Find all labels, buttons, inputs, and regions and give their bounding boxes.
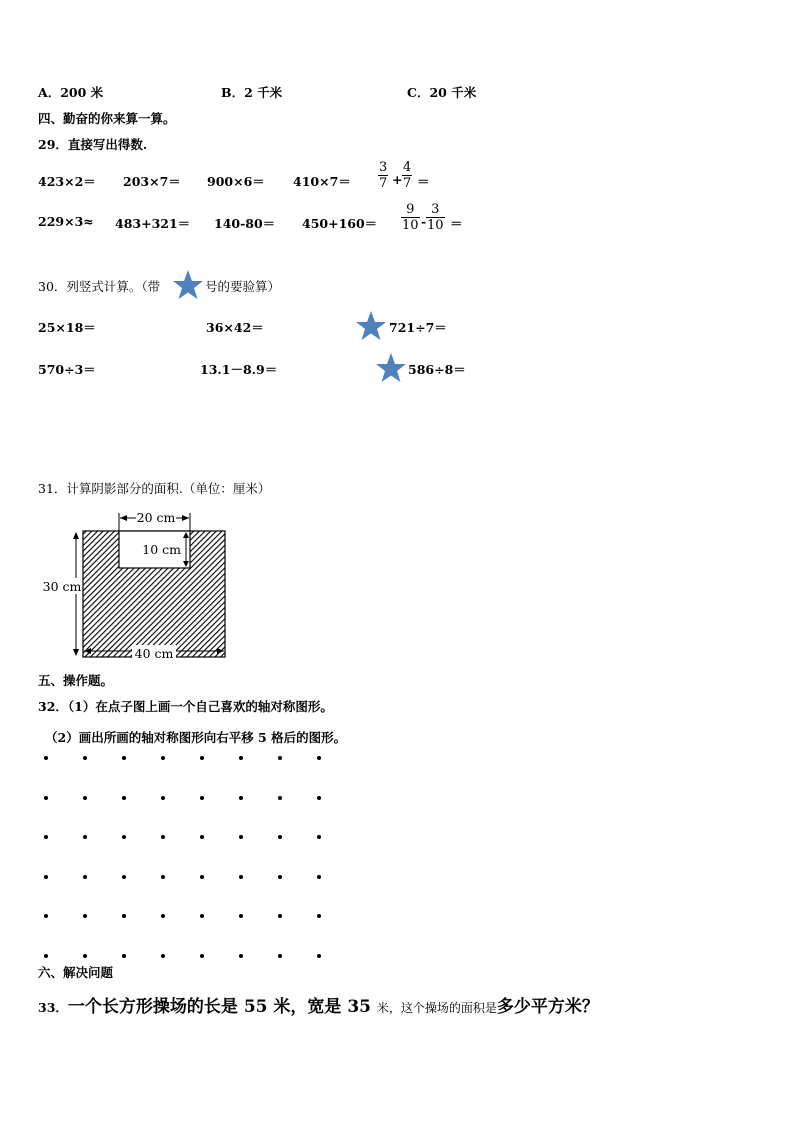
option-a: A．200 米: [38, 85, 104, 100]
fraction: [402, 160, 412, 191]
denominator: 7: [379, 176, 388, 191]
grid-dot[interactable]: [83, 954, 87, 958]
shaded-area-figure: [38, 505, 238, 663]
fraction: [426, 202, 445, 233]
grid-dot[interactable]: [83, 875, 87, 879]
q33-text-c: 多少平方米？: [496, 997, 599, 1017]
grid-dot[interactable]: [161, 875, 165, 879]
grid-dot[interactable]: [278, 796, 282, 800]
grid-dot[interactable]: [122, 914, 126, 918]
operator: -: [421, 214, 427, 229]
grid-dot[interactable]: [239, 756, 243, 760]
q30-expr: 36×42＝: [206, 320, 264, 335]
grid-dot[interactable]: [239, 954, 243, 958]
q31-title: 31．计算阴影部分的面积.（单位：厘米）: [38, 481, 271, 496]
arrowhead: [73, 649, 79, 656]
star-icon: [172, 269, 204, 301]
fraction: [378, 160, 388, 191]
q30-title-part-b: 号的要验算）: [205, 279, 281, 294]
arrowhead: [182, 515, 189, 521]
q33-text-a: 一个长方形操场的长是 55 米，宽是 35: [67, 997, 377, 1017]
grid-dot[interactable]: [122, 796, 126, 800]
numerator: 4: [403, 160, 412, 175]
grid-dot[interactable]: [161, 914, 165, 918]
grid-dot[interactable]: [83, 835, 87, 839]
grid-dot[interactable]: [239, 875, 243, 879]
equals-sign: ＝: [417, 174, 430, 189]
q29-expr: 423×2＝: [38, 174, 96, 189]
arrowhead: [120, 515, 127, 521]
operator: +: [392, 172, 403, 187]
grid-dot[interactable]: [239, 796, 243, 800]
grid-dot[interactable]: [83, 914, 87, 918]
q33-text-b: 米，这个操场的面积是: [376, 1001, 497, 1015]
numerator: 3: [431, 202, 440, 217]
q33-question: [38, 992, 599, 1017]
dim-label-bottom: 40 cm: [134, 646, 174, 661]
q29-expr: 203×7＝: [123, 174, 181, 189]
grid-dot[interactable]: [83, 796, 87, 800]
grid-dot[interactable]: [83, 756, 87, 760]
grid-dot[interactable]: [317, 875, 321, 879]
q32-part-1: 32．（1）在点子图上画一个自己喜欢的轴对称图形。: [38, 699, 333, 714]
q30-expr: 586÷8＝: [408, 362, 466, 377]
grid-dot[interactable]: [200, 796, 204, 800]
grid-dot[interactable]: [44, 954, 48, 958]
q29-expr: 410×7＝: [293, 174, 351, 189]
numerator: 3: [379, 160, 388, 175]
grid-dot[interactable]: [200, 954, 204, 958]
option-b: B．2 千米: [221, 85, 283, 100]
grid-dot[interactable]: [278, 756, 282, 760]
grid-dot[interactable]: [122, 875, 126, 879]
q29-expr: 483+321＝: [115, 216, 191, 231]
grid-dot[interactable]: [317, 914, 321, 918]
grid-dot[interactable]: [200, 875, 204, 879]
arrowhead: [73, 532, 79, 539]
equals-sign: ＝: [450, 216, 463, 231]
grid-dot[interactable]: [122, 835, 126, 839]
grid-dot[interactable]: [317, 796, 321, 800]
q29-expr: 229×3≈: [38, 214, 94, 229]
grid-dot[interactable]: [278, 914, 282, 918]
numerator: 9: [406, 202, 415, 217]
q30-expr: 13.1－8.9＝: [200, 362, 278, 377]
grid-dot[interactable]: [278, 835, 282, 839]
grid-dot[interactable]: [44, 756, 48, 760]
grid-dot[interactable]: [161, 835, 165, 839]
grid-dot[interactable]: [278, 954, 282, 958]
q33-number: 33．: [38, 1000, 68, 1015]
grid-dot[interactable]: [239, 914, 243, 918]
grid-dot[interactable]: [44, 796, 48, 800]
denominator: 7: [403, 176, 412, 191]
q30-expr: 25×18＝: [38, 320, 96, 335]
q29-expr: 900×6＝: [207, 174, 265, 189]
grid-dot[interactable]: [317, 756, 321, 760]
section-5-title: 五、操作题。: [38, 673, 114, 688]
option-c: C．20 千米: [407, 85, 477, 100]
grid-dot[interactable]: [161, 756, 165, 760]
grid-dot[interactable]: [44, 875, 48, 879]
grid-dot[interactable]: [122, 954, 126, 958]
grid-dot[interactable]: [200, 914, 204, 918]
dim-label-inner: 10 cm: [142, 542, 181, 557]
q30-expr: 721÷7＝: [389, 320, 447, 335]
star-icon: [375, 352, 407, 384]
grid-dot[interactable]: [278, 875, 282, 879]
q29-title: 29．直接写出得数.: [38, 137, 148, 152]
grid-dot[interactable]: [161, 796, 165, 800]
grid-dot[interactable]: [44, 835, 48, 839]
q29-expr: 450+160＝: [302, 216, 378, 231]
denominator: 10: [402, 218, 419, 233]
q29-expr: 140-80＝: [214, 216, 276, 231]
star-icon: [355, 310, 387, 342]
denominator: 10: [427, 218, 444, 233]
grid-dot[interactable]: [317, 954, 321, 958]
grid-dot[interactable]: [161, 954, 165, 958]
fraction: [401, 202, 420, 233]
grid-dot[interactable]: [317, 835, 321, 839]
grid-dot[interactable]: [239, 835, 243, 839]
q30-title-part-a: 30．列竖式计算。（带: [38, 279, 161, 294]
grid-dot[interactable]: [200, 756, 204, 760]
section-4-title: 四、勤奋的你来算一算。: [38, 111, 176, 126]
dim-label-left: 30 cm: [42, 579, 82, 594]
section-6-title: 六、解决问题: [38, 965, 114, 980]
grid-dot[interactable]: [44, 914, 48, 918]
dim-label-top: 20 cm: [136, 510, 176, 525]
q30-expr: 570÷3＝: [38, 362, 96, 377]
grid-dot[interactable]: [200, 835, 204, 839]
q32-part-2: （2）画出所画的轴对称图形向右平移 5 格后的图形。: [45, 730, 347, 745]
grid-dot[interactable]: [122, 756, 126, 760]
